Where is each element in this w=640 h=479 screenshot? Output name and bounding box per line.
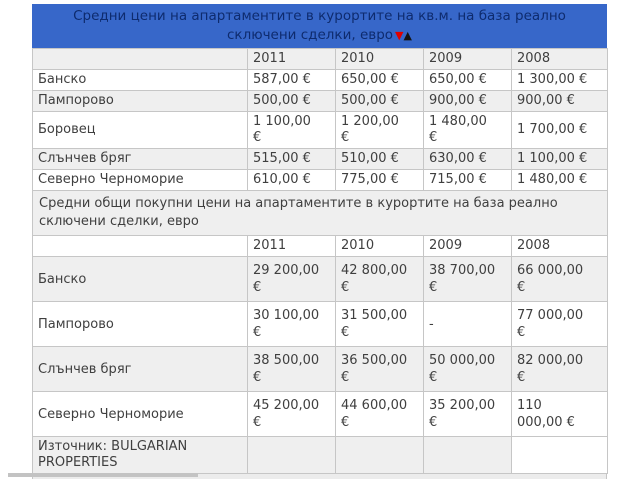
data-row	[33, 70, 608, 91]
table-title-bar	[32, 4, 607, 48]
data-row	[33, 302, 608, 347]
section-title: Средни общи покупни цени на апартаментите в курортите на база реално сключени сделки, евро	[33, 191, 608, 236]
table-title-text: Средни цени на апартаментите в курортите на кв.м. на база реално сключени сделки, евро	[73, 8, 566, 43]
year-header: 2011	[248, 236, 336, 257]
price-cell: 510,00 €	[336, 149, 424, 170]
empty-cell	[512, 437, 608, 474]
price-cell: 31 500,00 €	[336, 302, 424, 347]
prices-grid	[32, 48, 608, 474]
price-cell: 650,00 €	[424, 70, 512, 91]
price-cell: 650,00 €	[336, 70, 424, 91]
price-cell: 630,00 €	[424, 149, 512, 170]
data-row	[33, 112, 608, 149]
price-cell: 29 200,00 €	[248, 257, 336, 302]
year-header: 2011	[248, 49, 336, 70]
resort-label: Боровец	[33, 112, 248, 149]
year-header: 2008	[512, 236, 608, 257]
price-cell: 1 200,00 €	[336, 112, 424, 149]
price-cell: 1 700,00 €	[512, 112, 608, 149]
year-header: 2010	[336, 236, 424, 257]
price-cell: 587,00 €	[248, 70, 336, 91]
resort-label: Северно Черноморие	[33, 170, 248, 191]
price-cell: 44 600,00 €	[336, 392, 424, 437]
price-cell: 610,00 €	[248, 170, 336, 191]
price-cell: 1 480,00 €	[512, 170, 608, 191]
year-header: 2008	[512, 49, 608, 70]
price-cell: 50 000,00 €	[424, 347, 512, 392]
year-header: 2009	[424, 49, 512, 70]
price-table-widget	[32, 4, 607, 479]
price-cell: 35 200,00 €	[424, 392, 512, 437]
source-row	[33, 437, 608, 474]
price-cell: 38 500,00 €	[248, 347, 336, 392]
price-cell: -	[424, 302, 512, 347]
resort-label: Банско	[33, 257, 248, 302]
year-header: 2010	[336, 49, 424, 70]
price-cell: 775,00 €	[336, 170, 424, 191]
price-cell: 500,00 €	[336, 91, 424, 112]
price-cell: 515,00 €	[248, 149, 336, 170]
data-row	[33, 392, 608, 437]
corner-cell	[33, 236, 248, 257]
resort-label: Северно Черноморие	[33, 392, 248, 437]
data-row	[33, 257, 608, 302]
price-cell: 1 480,00 €	[424, 112, 512, 149]
price-cell: 715,00 €	[424, 170, 512, 191]
empty-cell	[336, 437, 424, 474]
price-cell: 45 200,00 €	[248, 392, 336, 437]
price-cell: 30 100,00 €	[248, 302, 336, 347]
data-row	[33, 149, 608, 170]
price-cell: 1 100,00 €	[248, 112, 336, 149]
bottom-strip	[8, 473, 198, 477]
price-down-triangle-icon: ▼	[395, 29, 404, 42]
empty-cell	[424, 437, 512, 474]
price-cell: 36 500,00 €	[336, 347, 424, 392]
price-cell: 38 700,00 €	[424, 257, 512, 302]
price-cell: 1 300,00 €	[512, 70, 608, 91]
resort-label: Пампорово	[33, 302, 248, 347]
resort-label: Слънчев бряг	[33, 149, 248, 170]
resort-label: Банско	[33, 70, 248, 91]
year-header-row	[33, 49, 608, 70]
price-cell: 900,00 €	[512, 91, 608, 112]
year-header-row	[33, 236, 608, 257]
source-label: Източник: BULGARIAN PROPERTIES	[33, 437, 248, 474]
price-cell: 77 000,00 €	[512, 302, 608, 347]
price-cell: 42 800,00 €	[336, 257, 424, 302]
empty-cell	[248, 437, 336, 474]
data-row	[33, 347, 608, 392]
resort-label: Пампорово	[33, 91, 248, 112]
year-header: 2009	[424, 236, 512, 257]
price-cell: 110 000,00 €	[512, 392, 608, 437]
resort-label: Слънчев бряг	[33, 347, 248, 392]
price-cell: 500,00 €	[248, 91, 336, 112]
price-up-triangle-icon: ▲	[403, 29, 412, 42]
data-row	[33, 91, 608, 112]
corner-cell	[33, 49, 248, 70]
price-cell: 66 000,00 €	[512, 257, 608, 302]
price-cell: 1 100,00 €	[512, 149, 608, 170]
price-cell: 82 000,00 €	[512, 347, 608, 392]
data-row	[33, 170, 608, 191]
grid-body	[33, 49, 608, 474]
section-title-row	[33, 191, 608, 236]
price-cell: 900,00 €	[424, 91, 512, 112]
